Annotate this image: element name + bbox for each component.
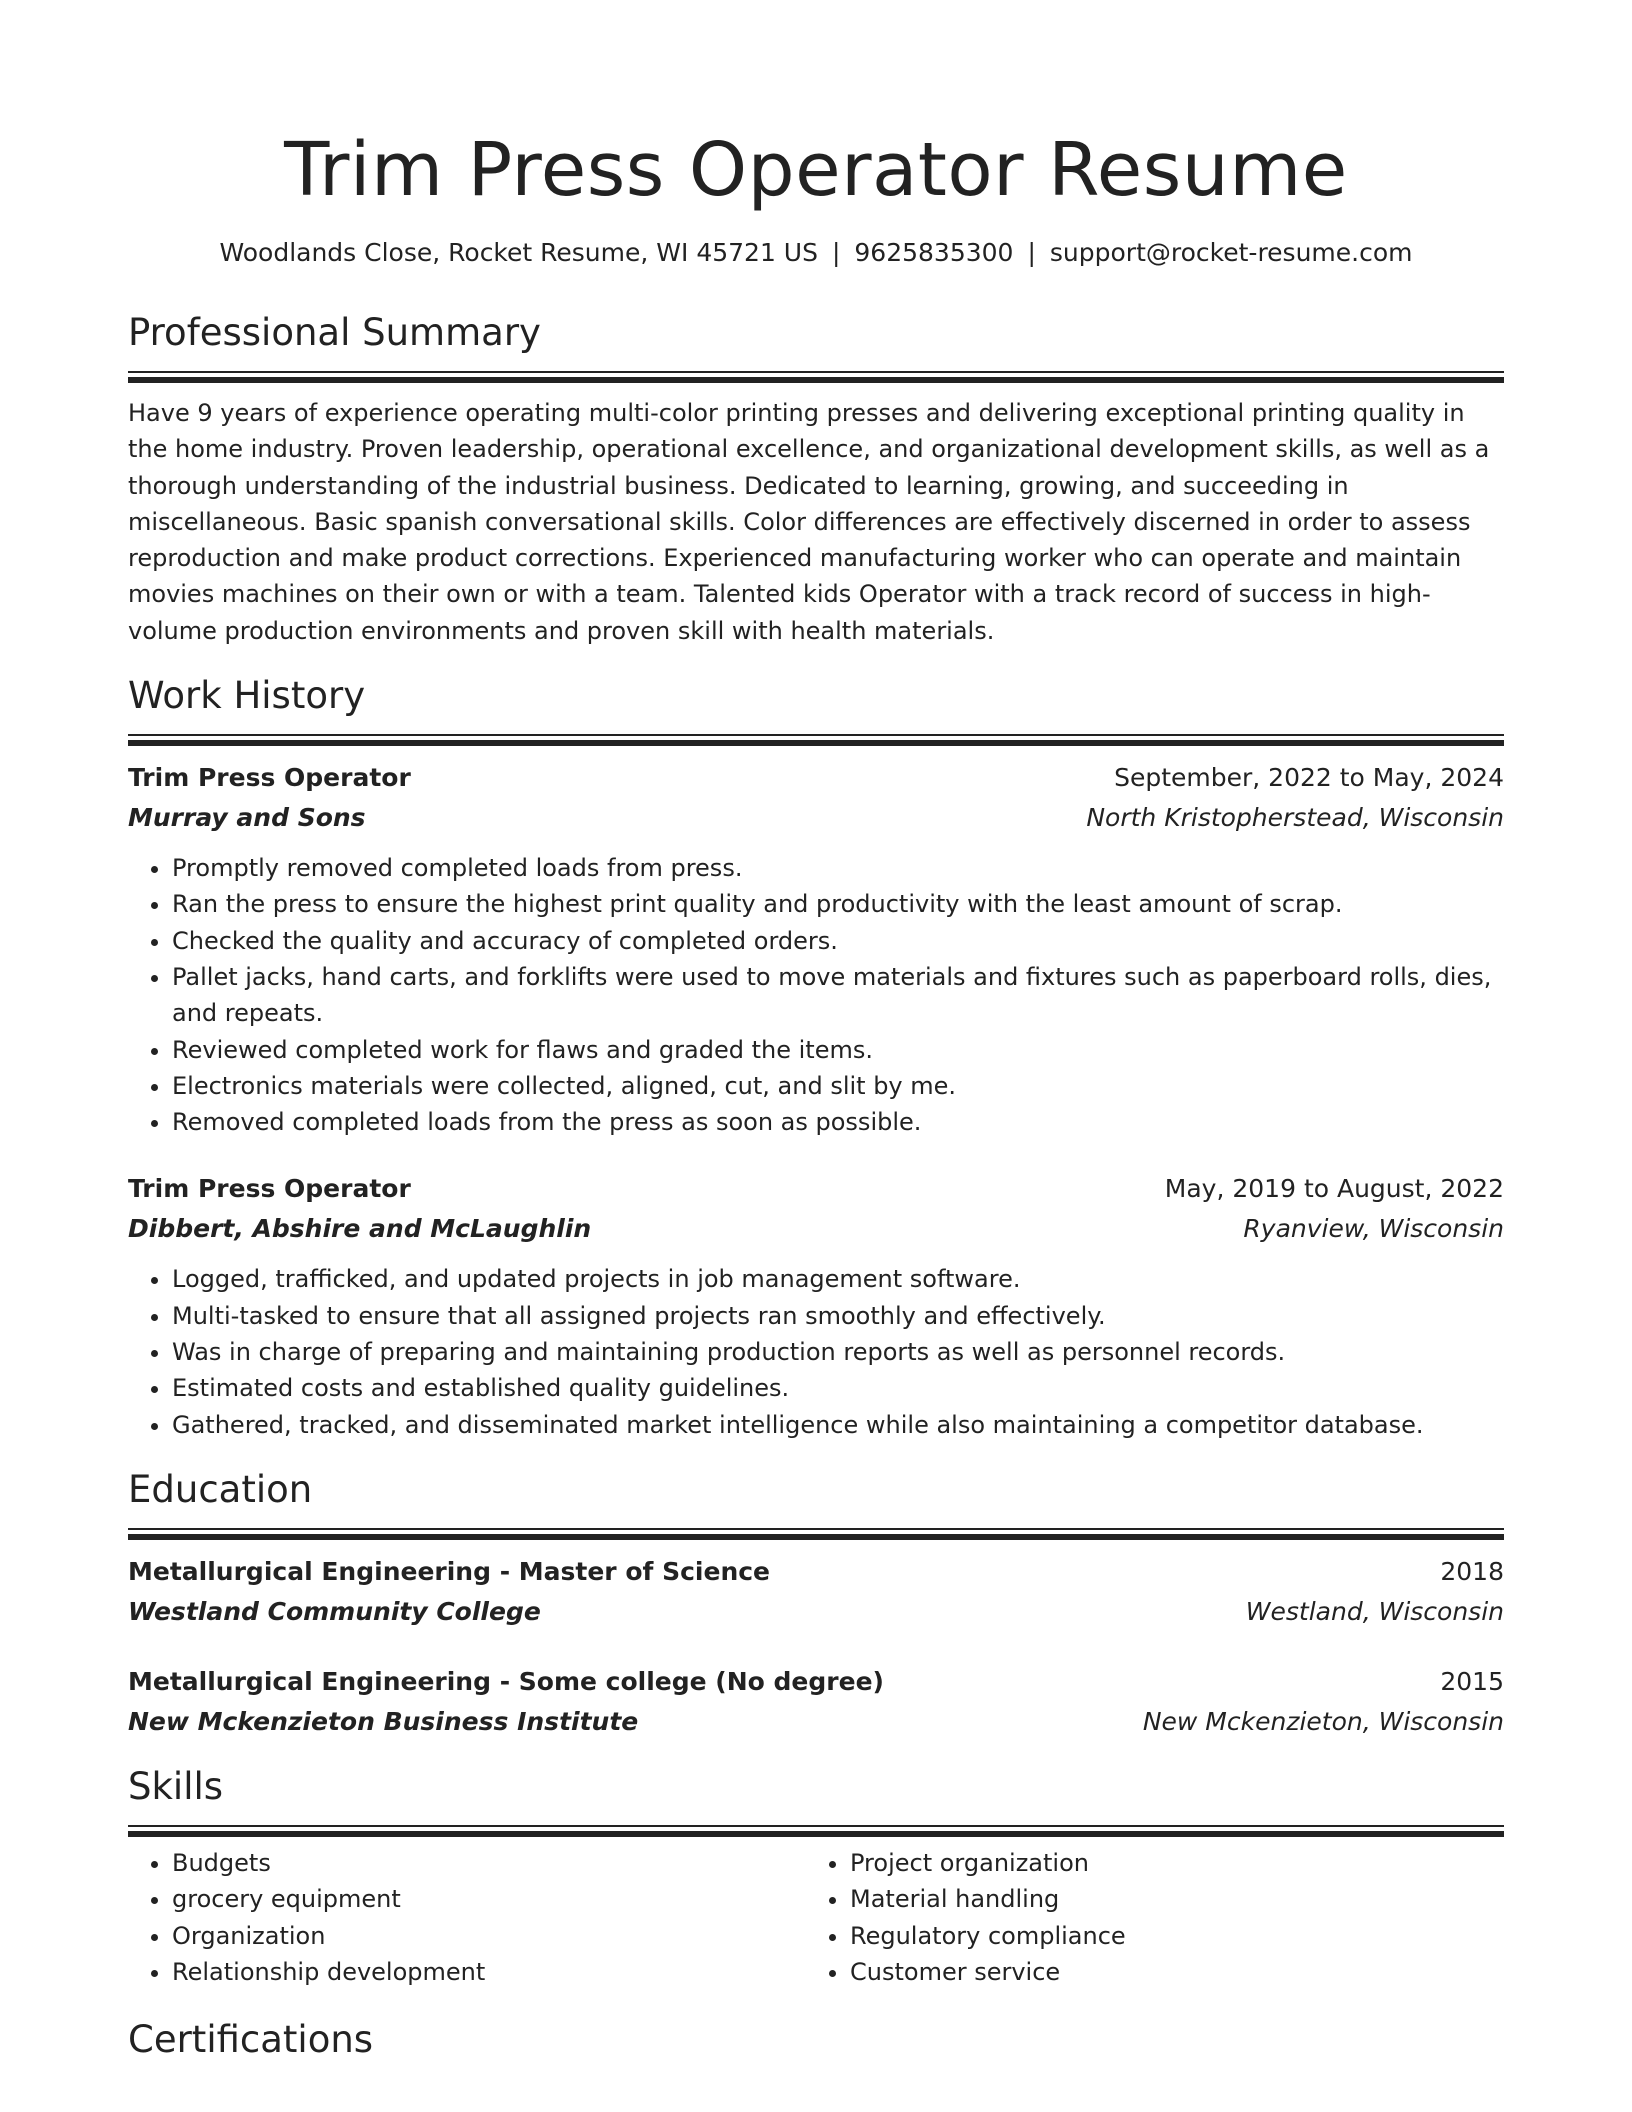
- job-title: Trim Press Operator: [128, 763, 411, 793]
- job-dates: September, 2022 to May, 2024: [1114, 763, 1504, 793]
- skills-list-right: [806, 1845, 1484, 1990]
- list-item: • Checked the quality and accuracy of completed orders.: [172, 923, 1504, 959]
- list-item: • Budgets: [172, 1845, 806, 1881]
- education-heading: Education: [128, 1467, 313, 1511]
- list-item: • Material handling: [850, 1881, 1484, 1917]
- list-item: • Regulatory compliance: [850, 1918, 1484, 1954]
- job-entry: [128, 1169, 1504, 1442]
- certifications-heading: Certifications: [128, 2018, 374, 2062]
- job-title: Trim Press Operator: [128, 1174, 411, 1204]
- job-location: Ryanview, Wisconsin: [1243, 1214, 1504, 1244]
- list-item: • Project organization: [850, 1845, 1484, 1881]
- education-degree: Metallurgical Engineering - Master of Science: [128, 1556, 771, 1586]
- list-item: • Removed completed loads from the press as soon as possible.: [172, 1104, 1504, 1140]
- skills-list-left: [128, 1845, 806, 1990]
- list-item: • Reviewed completed work for flaws and graded the items.: [172, 1032, 1504, 1068]
- list-item: • Relationship development: [172, 1954, 806, 1990]
- contact-separator: |: [1027, 238, 1036, 267]
- education-entry: [128, 1552, 1504, 1632]
- contact-phone: 9625835300: [854, 238, 1014, 267]
- list-item: • Was in charge of preparing and maintaining production reports as well as personnel records.: [172, 1334, 1504, 1370]
- section-divider: [128, 1528, 1504, 1540]
- list-item: • Customer service: [850, 1954, 1484, 1990]
- list-item: • Organization: [172, 1918, 806, 1954]
- list-item: • Electronics materials were collected, aligned, cut, and slit by me.: [172, 1068, 1504, 1104]
- education-year: 2015: [1440, 1666, 1504, 1696]
- contact-address: Woodlands Close, Rocket Resume, WI 45721 US: [219, 238, 818, 267]
- list-item: • Logged, trafficked, and updated projects in job management software.: [172, 1261, 1504, 1297]
- skills-columns: [128, 1845, 1504, 1990]
- list-item: • Multi-tasked to ensure that all assigned projects ran smoothly and effectively.: [172, 1298, 1504, 1334]
- education-section: [128, 1466, 1504, 1742]
- education-year: 2018: [1440, 1556, 1504, 1586]
- skills-heading: Skills: [128, 1764, 224, 1808]
- contact-separator: |: [831, 238, 841, 267]
- skills-section: [128, 1763, 1504, 1990]
- list-item: • Ran the press to ensure the highest print quality and productivity with the least amount of scrap.: [172, 886, 1504, 922]
- certifications-section: [128, 2016, 1504, 2064]
- resume-title: Trim Press Operator Resume: [284, 127, 1348, 213]
- education-school: Westland Community College: [128, 1596, 541, 1626]
- list-item: • Promptly removed completed loads from press.: [172, 850, 1504, 886]
- job-dates: May, 2019 to August, 2022: [1164, 1174, 1504, 1204]
- education-school: New Mckenzieton Business Institute: [128, 1706, 639, 1736]
- section-divider: [128, 1825, 1504, 1837]
- list-item: • grocery equipment: [172, 1881, 806, 1917]
- job-duties-list: [128, 850, 1504, 1140]
- job-duties-list: [128, 1261, 1504, 1442]
- summary-section: [128, 309, 1504, 649]
- education-entry: [128, 1662, 1504, 1742]
- work-history-heading: Work History: [128, 674, 366, 718]
- job-employer: Dibbert, Abshire and McLaughlin: [128, 1214, 592, 1244]
- resume-page: [128, 0, 1504, 2064]
- list-item: • Pallet jacks, hand carts, and forklifts were used to move materials and fixtures such as paperboard rolls, dies, and repeats.: [172, 959, 1504, 1032]
- education-location: Westland, Wisconsin: [1245, 1596, 1504, 1626]
- job-entry: [128, 758, 1504, 1140]
- section-divider: [128, 371, 1504, 383]
- list-item: • Gathered, tracked, and disseminated market intelligence while also maintaining a competitor database.: [172, 1407, 1504, 1443]
- work-history-section: [128, 672, 1504, 1443]
- job-employer: Murray and Sons: [128, 803, 366, 833]
- education-location: New Mckenzieton, Wisconsin: [1142, 1706, 1504, 1736]
- education-degree: Metallurgical Engineering - Some college (No degree): [128, 1666, 884, 1696]
- summary-heading: Professional Summary: [128, 311, 541, 354]
- contact-line: [128, 236, 1504, 270]
- summary-text: Have 9 years of experience operating multi-color printing presses and delivering exceptional printing quality in the home industry. Proven leadership, operational excellence, and organizational development skills, as well as a thorough understanding of the industrial business. Dedicated to learning, growing, and succeeding in miscellaneous. Basic spanish conversational skills. Color differences are effectively discerned in order to assess reproduction and make product corrections. Experienced manufacturing worker who can operate and maintain movies machines on their own or with a team. Talented kids Operator with a track record of success in high-volume production environments and proven skill with health materials.: [128, 399, 1490, 645]
- contact-email[interactable]: support@rocket-resume.com: [1049, 238, 1413, 267]
- section-divider: [128, 734, 1504, 746]
- job-location: North Kristopherstead, Wisconsin: [1086, 803, 1504, 833]
- list-item: • Estimated costs and established quality guidelines.: [172, 1370, 1504, 1406]
